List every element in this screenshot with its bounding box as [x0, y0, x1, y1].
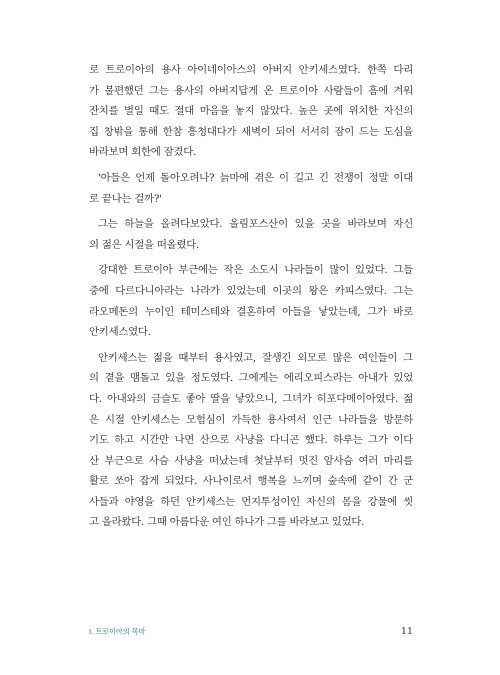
- text-line: 로 트로이아의 용사 아이네이아스의 아버지 안키세스였다. 한쪽 다리: [89, 64, 413, 76]
- body-text: [89, 60, 413, 533]
- text-line: 활로 쏘아 잡게 되었다. 사나이로서 행복을 느끼며 숲속에 같이 간 군: [89, 475, 413, 488]
- text-line: 가 불편했던 그는 용사의 아버지답게 온 트로이아 사람들이 흠에 겨워: [89, 84, 413, 97]
- text-line: 잔치를 벌일 때도 절대 마음을 놓지 않았다. 높은 곳에 위치한 자신의: [89, 105, 413, 118]
- text-line: 그는 하늘을 올려다보았다. 올림포스산이 있을 곳을 바라보며 자신: [98, 218, 413, 231]
- page-number: 11: [400, 626, 413, 637]
- text-line: 안키세스는 젊을 때부터 용사였고, 잘생긴 외모로 많은 여인들이 그: [98, 351, 413, 364]
- text-line: 안키세스였다.: [89, 326, 151, 339]
- text-line: 라오메돈의 누이인 테미스테와 결혼하여 아들을 낳았는데, 그가 바로: [89, 305, 413, 318]
- text-line: 기도 하고 시간만 나면 산으로 사냥을 다니곤 했다. 하루는 그가 이다: [89, 434, 413, 447]
- text-line: 사들과 야영을 하던 안키세스는 먼지투성이인 자신의 몸을 강물에 씻: [89, 495, 413, 508]
- running-head: I. 트로이아의 목마: [89, 627, 146, 636]
- text-line: 의 젊은 시절을 떠올렸다.: [89, 238, 200, 251]
- text-line: 강대한 트로이아 부근에는 작은 소도시 나라들이 많이 있었다. 그들: [98, 264, 413, 277]
- text-line: 고 올라왔다. 그때 아름다운 여인 하나가 그를 바라보고 있었다.: [89, 516, 365, 529]
- text-line: '아들은 언제 돌아오려나? 늙마에 겪은 이 길고 긴 전쟁이 정말 이대: [98, 171, 413, 184]
- text-line: 의 곁을 맴돌고 있을 정도였다. 그에게는 에리오피스라는 아내가 있었: [89, 372, 413, 385]
- text-line: 로 끝나는 걸까?': [89, 192, 162, 205]
- page-footer: [89, 625, 413, 639]
- text-line: 집 창밖을 통해 한참 흥청대다가 새벽이 되어 서서히 잠이 드는 도심을: [89, 125, 413, 138]
- text-line: 은 시절 안키세스는 모험심이 가득한 용사여서 인근 나라들을 방문하: [89, 413, 413, 426]
- text-line: 중에 다르다니아라는 나라가 있었는데 이곳의 왕은 카피스였다. 그는: [89, 284, 413, 297]
- text-line: 산 부근으로 사슴 사냥을 떠났는데 첫날부터 멋진 암사슴 여러 마리를: [89, 454, 413, 467]
- text-line: 다. 아내와의 금슬도 좋아 딸을 낳았으니, 그녀가 히포다메이아였다. 젊: [89, 392, 413, 405]
- text-line: 바라보며 회한에 잠겼다.: [89, 146, 197, 159]
